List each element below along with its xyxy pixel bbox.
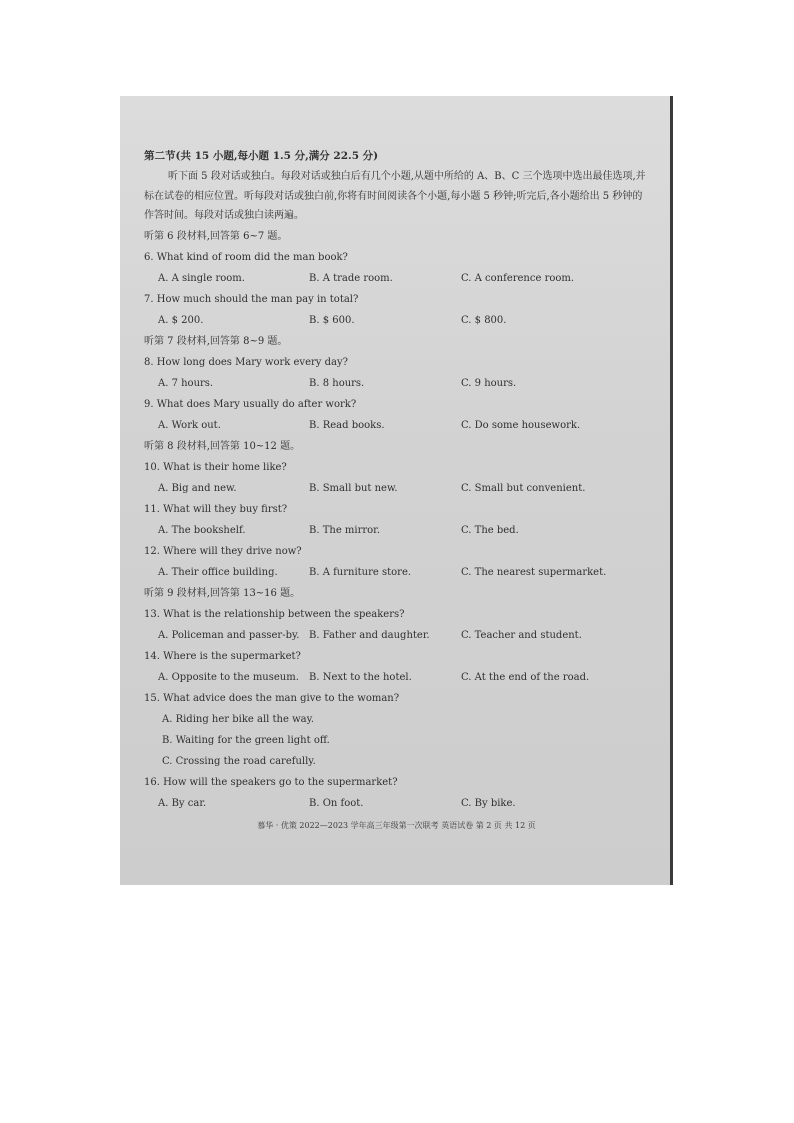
option-b: B. 8 hours. <box>309 377 365 389</box>
option-a: A. Riding her bike all the way. <box>162 713 315 725</box>
option-c: C. 9 hours. <box>461 377 517 389</box>
option-c: C. A conference room. <box>461 272 575 284</box>
question-text: 12. Where will they drive now? <box>144 545 302 557</box>
option-c: C. Do some housework. <box>461 419 581 431</box>
group-header: 听第 7 段材料,回答第 8~9 题。 <box>144 335 288 347</box>
option-a: A. Work out. <box>158 419 221 431</box>
option-c: C. $ 800. <box>461 314 507 326</box>
question-text: 9. What does Mary usually do after work? <box>144 398 357 410</box>
option-c: C. The bed. <box>461 524 519 536</box>
question-text: 16. How will the speakers go to the supermarket? <box>144 776 398 788</box>
option-b: B. Waiting for the green light off. <box>162 734 330 746</box>
answer-options <box>144 667 649 688</box>
option-a: A. A single room. <box>158 272 245 284</box>
section-instructions: 听下面 5 段对话或独白。每段对话或独白后有几个小题,从题中所给的 A、B、C 三个选项中选出最佳选项,并标在试卷的相应位置。听每段对话或独白前,你将有时间阅读各个小题,每小题 5 秒钟;听完后,各小题给出 5 秒钟的作答时间。每段对话或独白读两遍。 <box>144 171 646 221</box>
question-text: 11. What will they buy first? <box>144 503 288 515</box>
exam-page-photo <box>120 96 673 885</box>
option-c: C. Crossing the road carefully. <box>162 755 316 767</box>
section-title: 第二节(共 15 小题,每小题 1.5 分,满分 22.5 分) <box>144 150 379 162</box>
option-b: B. Father and daughter. <box>309 629 430 641</box>
option-b: B. A furniture store. <box>309 566 412 578</box>
group-header: 听第 6 段材料,回答第 6~7 题。 <box>144 230 288 242</box>
group-header: 听第 9 段材料,回答第 13~16 题。 <box>144 587 301 599</box>
answer-options <box>144 268 649 289</box>
option-a: A. $ 200. <box>158 314 204 326</box>
question-text: 10. What is their home like? <box>144 461 287 473</box>
question-text: 7. How much should the man pay in total? <box>144 293 359 305</box>
option-a: A. By car. <box>158 797 207 809</box>
question-text: 6. What kind of room did the man book? <box>144 251 348 263</box>
question-text: 8. How long does Mary work every day? <box>144 356 348 368</box>
group-header: 听第 8 段材料,回答第 10~12 题。 <box>144 440 301 452</box>
option-a: A. Opposite to the museum. <box>158 671 299 683</box>
page-footer: 慕华 · 优策 2022—2023 学年高三年级第一次联考 英语试卷 第 2 页 共 12 页 <box>257 821 536 830</box>
question-text: 13. What is the relationship between the speakers? <box>144 608 405 620</box>
photo-dark-edge <box>670 96 673 885</box>
option-a: A. Their office building. <box>158 566 278 578</box>
answer-options <box>144 373 649 394</box>
option-c: C. Small but convenient. <box>461 482 586 494</box>
question-text: 15. What advice does the man give to the woman? <box>144 692 400 704</box>
answer-options <box>144 625 649 646</box>
answer-options <box>144 310 649 331</box>
option-c: C. By bike. <box>461 797 516 809</box>
option-b: B. The mirror. <box>309 524 381 536</box>
option-c: C. The nearest supermarket. <box>461 566 607 578</box>
question-text: 14. Where is the supermarket? <box>144 650 301 662</box>
option-b: B. Next to the hotel. <box>309 671 412 683</box>
answer-options <box>144 520 649 541</box>
option-c: C. Teacher and student. <box>461 629 582 641</box>
option-c: C. At the end of the road. <box>461 671 590 683</box>
option-b: B. Small but new. <box>309 482 398 494</box>
option-b: B. Read books. <box>309 419 385 431</box>
option-a: A. 7 hours. <box>158 377 214 389</box>
answer-options <box>144 793 649 814</box>
answer-options <box>144 415 649 436</box>
option-a: A. Policeman and passer-by. <box>158 629 300 641</box>
option-b: B. A trade room. <box>309 272 393 284</box>
option-b: B. $ 600. <box>309 314 355 326</box>
exam-sheet <box>144 146 649 814</box>
answer-options <box>144 562 649 583</box>
option-a: A. The bookshelf. <box>158 524 246 536</box>
option-b: B. On foot. <box>309 797 364 809</box>
option-a: A. Big and new. <box>158 482 237 494</box>
answer-options <box>144 478 649 499</box>
